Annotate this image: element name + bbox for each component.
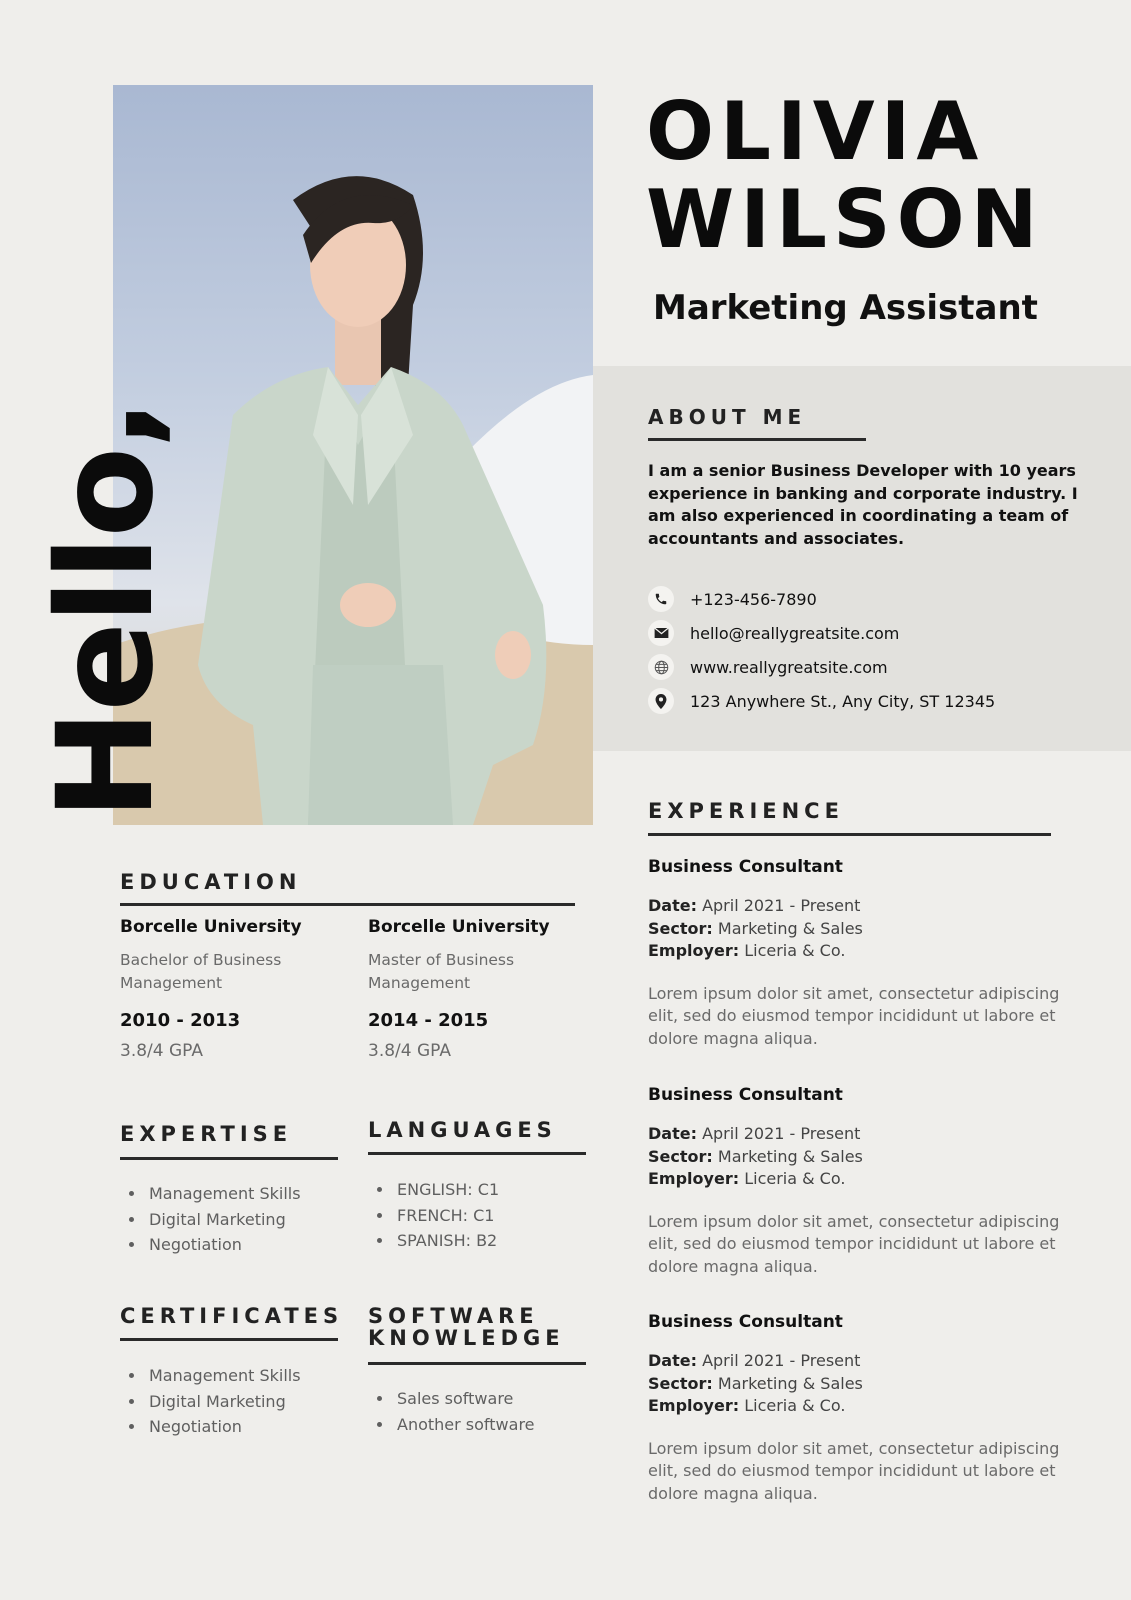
job-date: April 2021 - Present (702, 1124, 861, 1143)
job-sector: Marketing & Sales (717, 1146, 863, 1166)
experience-heading: EXPERIENCE (648, 799, 844, 823)
job-employer: Liceria & Co. (744, 1396, 846, 1415)
software-list (368, 1386, 535, 1437)
about-divider (648, 438, 866, 441)
job-title: Marketing Assistant (653, 288, 1038, 328)
study-years: 2014 - 2015 (368, 1010, 489, 1031)
mail-icon (648, 620, 674, 646)
school-name: Borcelle University (368, 917, 550, 937)
employer-label: Employer: (648, 1396, 740, 1415)
certificates-heading: CERTIFICATES (120, 1304, 344, 1328)
job-description: Lorem ipsum dolor sit amet, consectetur adipiscing elit, sed do eiusmod tempor incididunt ut labore et dolore magna aliqua. (648, 1211, 1060, 1276)
languages-heading: LANGUAGES (368, 1118, 557, 1142)
experience-item (648, 857, 1068, 1050)
last-name: WILSON (646, 173, 1044, 266)
contact-website (648, 653, 888, 681)
sector-label: Sector: (648, 1146, 713, 1166)
contact-email (648, 619, 899, 647)
certificates-divider (120, 1338, 338, 1341)
list-item: Negotiation (120, 1232, 301, 1258)
hello-greeting: Hello, (29, 400, 183, 820)
globe-icon (648, 654, 674, 680)
employer-label: Employer: (648, 1169, 740, 1188)
expertise-divider (120, 1157, 338, 1160)
job-sector: Marketing & Sales (717, 918, 863, 938)
job-meta (648, 1123, 1068, 1191)
first-name: OLIVIA (646, 85, 985, 178)
job-role: Business Consultant (648, 1312, 843, 1332)
job-sector: Marketing & Sales (717, 1373, 863, 1393)
about-heading: ABOUT ME (648, 405, 807, 429)
employer-label: Employer: (648, 941, 740, 960)
phone-number: +123-456-7890 (690, 589, 817, 609)
job-meta (648, 895, 1068, 963)
job-description: Lorem ipsum dolor sit amet, consectetur adipiscing elit, sed do eiusmod tempor incididunt ut labore et dolore magna aliqua. (648, 1438, 1060, 1503)
experience-item (648, 1085, 1068, 1278)
school-name: Borcelle University (120, 917, 302, 937)
list-item: Management Skills (120, 1181, 301, 1207)
degree-name: Bachelor of Business Management (120, 951, 282, 992)
street-address: 123 Anywhere St., Any City, ST 12345 (690, 691, 996, 711)
list-item: FRENCH: C1 (368, 1203, 499, 1229)
job-employer: Liceria & Co. (744, 1169, 846, 1188)
contact-phone (648, 585, 817, 613)
education-divider (120, 903, 575, 906)
degree-name: Master of Business Management (368, 951, 515, 992)
software-heading (368, 1305, 565, 1349)
sector-label: Sector: (648, 918, 713, 938)
education-heading: EDUCATION (120, 870, 302, 894)
languages-list (368, 1177, 499, 1254)
software-heading-line: KNOWLEDGE (368, 1326, 565, 1350)
experience-item (648, 1312, 1068, 1505)
job-description: Lorem ipsum dolor sit amet, consectetur adipiscing elit, sed do eiusmod tempor incididunt ut labore et dolore magna aliqua. (648, 983, 1060, 1048)
list-item: Negotiation (120, 1414, 301, 1440)
expertise-heading: EXPERTISE (120, 1122, 293, 1146)
website-url: www.reallygreatsite.com (690, 657, 888, 677)
job-meta (648, 1350, 1068, 1418)
profile-photo (113, 85, 593, 825)
job-date: April 2021 - Present (702, 1351, 861, 1370)
list-item: Digital Marketing (120, 1207, 301, 1233)
certificates-list (120, 1363, 301, 1440)
date-label: Date: (648, 1124, 697, 1143)
contact-address (648, 687, 995, 715)
list-item: Digital Marketing (120, 1389, 301, 1415)
sector-label: Sector: (648, 1373, 713, 1393)
portrait-illustration (113, 85, 593, 825)
list-item: ENGLISH: C1 (368, 1177, 499, 1203)
languages-divider (368, 1152, 586, 1155)
job-date: April 2021 - Present (702, 896, 861, 915)
gpa: 3.8/4 GPA (120, 1041, 203, 1061)
location-pin-icon (648, 688, 674, 714)
software-divider (368, 1362, 586, 1365)
gpa: 3.8/4 GPA (368, 1041, 451, 1061)
study-years: 2010 - 2013 (120, 1010, 241, 1031)
date-label: Date: (648, 1351, 697, 1370)
software-heading-line: SOFTWARE (368, 1304, 539, 1328)
list-item: Sales software (368, 1386, 535, 1412)
about-text: I am a senior Business Developer with 10 years experience in banking and corporate industry. I am also experienced in coordinating a team of accountants and associates. (648, 461, 1078, 548)
date-label: Date: (648, 896, 697, 915)
list-item: Management Skills (120, 1363, 301, 1389)
job-role: Business Consultant (648, 1085, 843, 1105)
phone-icon (648, 586, 674, 612)
job-employer: Liceria & Co. (744, 941, 846, 960)
email-address: hello@reallygreatsite.com (690, 623, 900, 643)
experience-divider (648, 833, 1051, 836)
list-item: Another software (368, 1412, 535, 1438)
job-role: Business Consultant (648, 857, 843, 877)
expertise-list (120, 1181, 301, 1258)
education-item (368, 917, 588, 1061)
list-item: SPANISH: B2 (368, 1228, 499, 1254)
education-item (120, 917, 340, 1061)
full-name (646, 85, 1044, 266)
